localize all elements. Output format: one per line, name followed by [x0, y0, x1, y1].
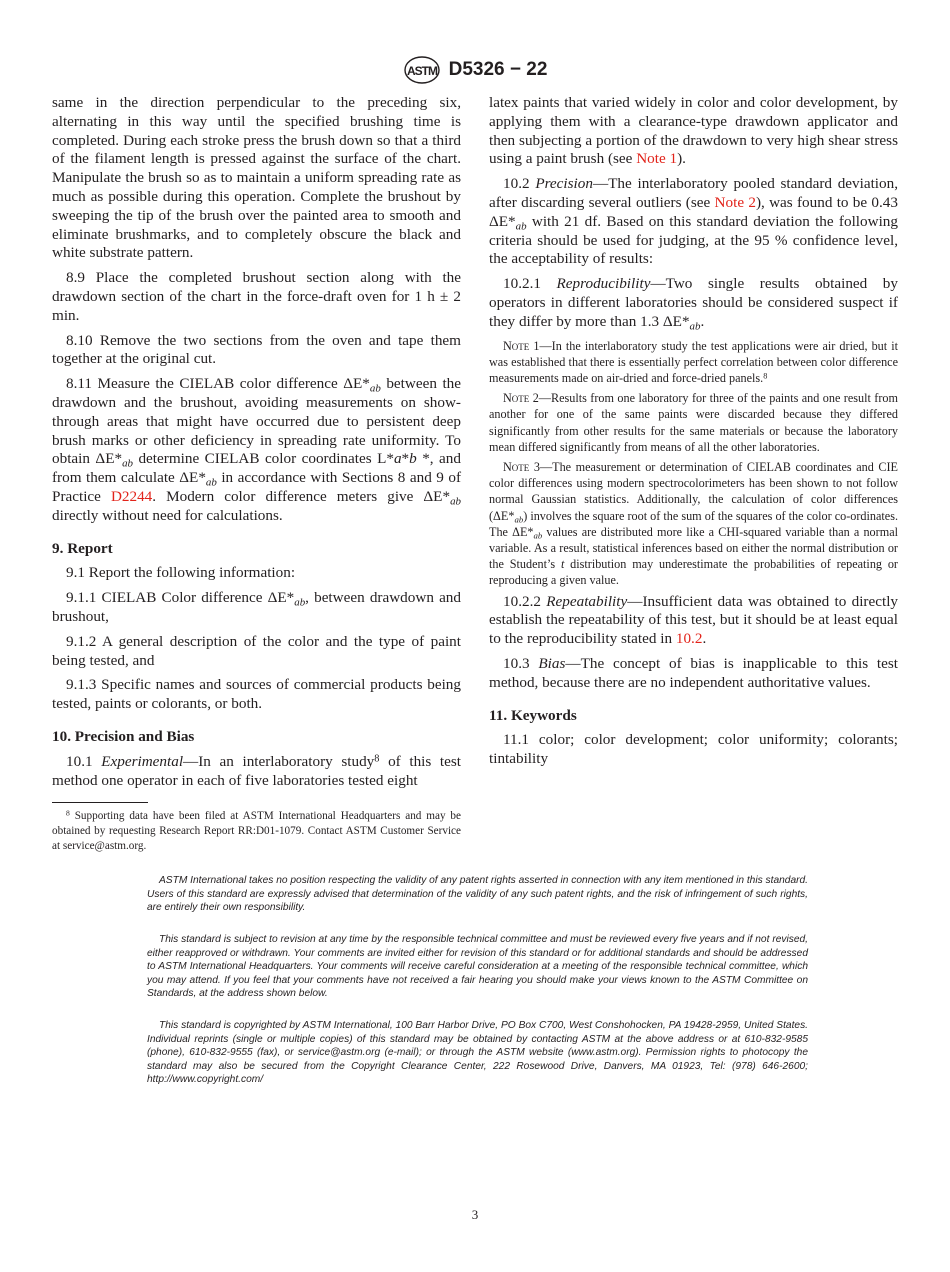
text-segment: * [401, 450, 410, 468]
paragraph [52, 332, 461, 370]
text-segment: Reproducibility [556, 275, 651, 293]
text-segment: 11. Keywords [489, 706, 577, 724]
paragraph [52, 589, 461, 627]
document-designation: D5326 − 22 [448, 59, 548, 80]
text-segment: 10.3 [503, 655, 539, 672]
text-segment: —Two single results obtained by operators in different laboratories should be considered suspect if they differ by more than 1.3 ΔE* [489, 275, 898, 330]
text-segment: ). [677, 150, 686, 168]
text-segment: *, and from them calculate ΔE* [52, 450, 461, 487]
reference-link[interactable]: Note 2 [714, 193, 756, 211]
text-segment: with 21 df. Based on this standard deviation the following criteria should be used for judging, at the 95 % confidence level, the acceptability of results: [489, 212, 898, 268]
text-segment: latex paints that varied widely in color and color development, by applying them with a clearance-type drawdown applicator and then subjecting a portion of the drawdown to very high shear stress using a paint brush (see [489, 94, 898, 168]
subscript: ab [533, 530, 543, 541]
footer-patent-notice: ASTM International takes no position respecting the validity of any patent rights asserted in connection with any item mentioned in this standard. Users of this standard are expressly advised that determination of the validity of any such patent rights, and the risk of infringement of such rights, are entirely their own responsibility. [147, 875, 808, 914]
text-segment: . Modern color difference meters give ΔE* [152, 487, 451, 505]
text-segment: of this test method one operator in each of five laboratories tested eight [52, 752, 462, 789]
text-segment: in accordance with Sections 8 and 9 of Practice [52, 469, 461, 505]
note [489, 390, 898, 455]
subscript: ab [450, 495, 461, 508]
text-segment: same in the direction perpendicular to the preceding six, alternating in this way until the specified brushing time is completed. During each stroke press the brush down so that a third of the filament length is pressed against the surface of the chart. Manipulate the brush so as to maintain a uniform spreading rate as much as possible during this operation. Complete the brushout by sweeping the tip of the brush over the painted area to smooth and eliminate brushmarks, and to completely obscure the black and white substrate pattern. [52, 94, 461, 262]
text-segment: 10.2.2 [503, 592, 547, 610]
text-segment: values are distributed more like a CHI-squared variable than a normal variable. As a result, statistical inferences based on either the normal distribution or the Student’s [489, 524, 898, 572]
paragraph [52, 633, 461, 671]
text-segment: 11.1 color; color development; color uniformity; colorants; tintability [489, 731, 898, 768]
text-segment: 10.1 [66, 752, 102, 770]
text-segment: 9.1 Report the following information: [66, 564, 296, 582]
text-segment: Repeatability [546, 592, 628, 610]
reference-link[interactable]: Note 1 [636, 150, 678, 168]
paragraph [489, 275, 898, 331]
subscript: ab [369, 382, 381, 395]
paragraph [489, 731, 898, 769]
text-segment: Precision [535, 175, 593, 193]
superscript: 8 [66, 808, 70, 818]
paragraph [489, 593, 898, 649]
astm-logo-icon [403, 55, 441, 85]
paragraph [52, 676, 461, 714]
text-segment: —The concept of bias is inapplicable to this test method, because there are no independent authoritative values. [489, 655, 899, 691]
text-segment: distribution may underestimate the probabilities of repeating or reproducing a given value. [489, 557, 898, 588]
text-segment: Bias [538, 655, 566, 672]
text-segment: , between drawdown and brushout, [52, 589, 461, 625]
footer-copyright-notice: This standard is copyrighted by ASTM International, 100 Barr Harbor Drive, PO Box C700, West Conshohocken, PA 19428-2959, United States. Individual reprints (single or multiple copies) of this standard may be obtained by contacting ASTM at the above address or at 610-832-9585 (phone), 610-832-9555 (fax), or service@astm.org (e-mail); or through the ASTM website (www.astm.org). Permission rights to photocopy the standard may also be secured from the Copyright Clearance Center, 222 Rosewood Drive, Danvers, MA 01923, Tel: (978) 646-2600; http://www.copyright.com/ [147, 1020, 808, 1086]
subscript: ab [294, 596, 306, 609]
text-segment: t [560, 557, 565, 572]
text-segment: a [393, 450, 402, 468]
text-segment: . [702, 630, 707, 648]
text-segment: 2—Results from one laboratory for three of the paints and one result from another for one of the same paints were discarded because they differed significantly from other results for the same materials or because the laboratory mean differed significantly from means of all the other laboratories. [489, 391, 898, 454]
section-heading [489, 707, 898, 726]
text-segment: —In an interlaboratory study [183, 752, 375, 770]
paragraph [52, 753, 461, 791]
svg-text:ASTM: ASTM [406, 64, 437, 78]
subscript: ab [689, 320, 701, 333]
text-segment: 8.10 Remove the two sections from the oven and tape them together at the original cut. [52, 331, 461, 368]
text-segment: 9.1.1 CIELAB Color difference ΔE* [66, 589, 295, 607]
text-segment: ), was found to be 0.43 ΔE* [489, 193, 898, 230]
footer-notice [147, 874, 808, 1087]
page-header [0, 0, 950, 94]
text-segment: 10.2 [503, 175, 536, 193]
text-segment: 10.2.1 [503, 275, 557, 293]
text-segment: 1—In the interlaboratory study the test applications were air dried, but it was established that there is essentially perfect correlation between color difference measurements made on air-dried and force-dried panels. [489, 338, 898, 385]
text-segment: 9.1.3 Specific names and sources of commercial products being tested, paints or colorants, or both. [52, 676, 461, 713]
superscript: 8 [763, 371, 768, 381]
section-heading [52, 540, 461, 559]
text-segment: —Insufficient data was obtained to directly establish the repeatability of this test, but it should be at least equal to the reproducibility stated in [489, 592, 899, 648]
right-column [489, 94, 898, 775]
section-heading [52, 728, 461, 747]
text-segment: Supporting data have been filed at ASTM International Headquarters and may be obtained by requesting Research Report RR:D01-1079. Contact ASTM Customer Service at service@astm.org. [52, 810, 461, 853]
footnote [52, 809, 461, 854]
text-segment: Note [503, 338, 530, 353]
text-segment: 9. Report [52, 539, 113, 557]
text-segment: Note [503, 391, 530, 406]
subscript: ab [205, 476, 217, 489]
note [489, 459, 898, 589]
text-segment: Experimental [101, 752, 184, 770]
text-segment: determine CIELAB color coordinates L* [133, 450, 394, 468]
subscript: ab [122, 457, 133, 470]
text-segment: Note [503, 459, 530, 474]
text-segment: —The interlaboratory pooled standard deviation, after discarding several outliers (see [489, 175, 899, 211]
body-columns [0, 94, 950, 854]
paragraph [52, 94, 461, 263]
text-segment: 10. Precision and Bias [52, 727, 195, 745]
text-segment: . [700, 312, 705, 330]
text-segment: ) involves the square root of the sum of the squares of the color co-ordinates. The ΔE* [489, 508, 898, 539]
text-segment: 3—The measurement or determination of CIELAB coordinates and CIE color differences using modern spectrocolorimeters has been shown to not follow normal Gaussian statistics. Additionally, the calculation of color differences (ΔE* [489, 459, 898, 523]
left-column [52, 94, 461, 854]
footnote-divider [52, 802, 148, 803]
text-segment: b [409, 450, 417, 468]
paragraph [489, 94, 898, 169]
paragraph [52, 564, 461, 583]
reference-link[interactable]: 10.2 [675, 630, 703, 648]
paragraph [489, 655, 898, 693]
text-segment: 8.9 Place the completed brushout section along with the drawdown section of the chart in the force-draft oven for 1 h ± 2 min. [52, 269, 461, 324]
page-number: 3 [471, 1207, 479, 1223]
text-segment: directly without need for calculations. [52, 506, 283, 524]
paragraph [489, 175, 898, 269]
subscript: ab [515, 220, 527, 233]
footer-revision-notice: This standard is subject to revision at any time by the responsible technical committee and must be reviewed every five years and if not revised, either reapproved or withdrawn. Your comments are invited either for revision of this standard or for additional standards and should be addressed to ASTM International Headquarters. Your comments will receive careful consideration at a meeting of the responsible technical committee, which you may attend. If you feel that your comments have not received a fair hearing you should make your views known to the ASTM Committee on Standards, at the address shown below. [147, 934, 808, 1000]
paragraph [52, 269, 461, 325]
text-segment: 8.11 Measure the CIELAB color difference ΔE* [66, 375, 370, 393]
paragraph [52, 375, 461, 525]
subscript: ab [514, 514, 524, 525]
note [489, 338, 898, 387]
reference-link[interactable]: D2244 [110, 487, 153, 505]
text-segment: between the drawdown and the brushout, avoiding measurements on show-through areas that might have occurred due to persistent deep brush marks or other deficiency in spreading rate uniformity. To obtain ΔE* [52, 375, 462, 468]
superscript: 8 [374, 753, 380, 765]
text-segment: 9.1.2 A general description of the color and the type of paint being tested, and [52, 632, 461, 669]
